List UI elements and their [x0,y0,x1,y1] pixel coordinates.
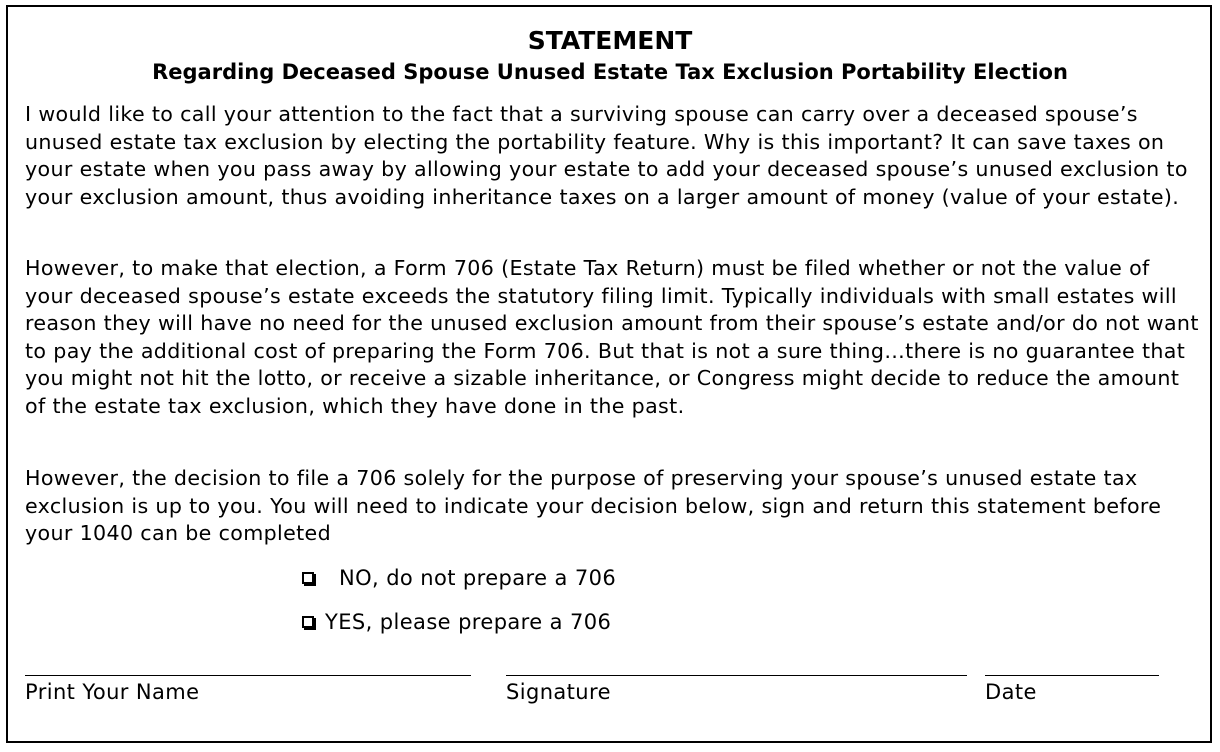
option-yes-label: YES, please prepare a 706 [325,610,612,634]
paragraph-portability-intro: I would like to call your attention to the fact that a surviving spouse can carry over a deceased spouse’s unused estate tax exclusion by electing the portability feature. Why is this important? It can save taxes on your estate when you pass away by allowing your estate to add your deceased spouse’s unused exclusion to your exclusion amount, thus avoiding inheritance taxes on a larger amount of money (value of your estate). [25,102,1188,209]
option-no-label: NO, do not prepare a 706 [339,566,617,590]
date-label: Date [985,680,1037,704]
print-name-label: Print Your Name [25,680,200,704]
option-no[interactable] [302,565,616,591]
option-yes[interactable] [302,609,611,635]
statement-title: STATEMENT [527,26,693,55]
signature-label: Signature [506,680,611,704]
paragraph-form-706-requirement: However, to make that election, a Form 706 (Estate Tax Return) must be filed whether or not the value of your deceased spouse’s estate exceeds the statutory filing limit. Typically individuals with small estates will reason they will have no need for the unused exclusion amount from their spouse’s estate and/or do not want to pay the additional cost of preparing the Form 706. But that is not a sure thing…there is no guarantee that you might not hit the lotto, or receive a sizable inheritance, or Congress might decide to reduce the amount of the estate tax exclusion, which they have done in the past. [25,256,1199,418]
print-name-line[interactable] [25,675,471,676]
signature-line[interactable] [506,675,967,676]
date-line[interactable] [985,675,1159,676]
paragraph-decision-instructions: However, the decision to file a 706 solely for the purpose of preserving your spouse’s unused estate tax exclusion is up to you. You will need to indicate your decision below, sign and return this statement before your 1040 can be completed [25,466,1162,545]
yes-checkbox[interactable] [302,616,314,628]
statement-subtitle: Regarding Deceased Spouse Unused Estate Tax Exclusion Portability Election [152,60,1068,84]
no-checkbox[interactable] [302,572,314,584]
